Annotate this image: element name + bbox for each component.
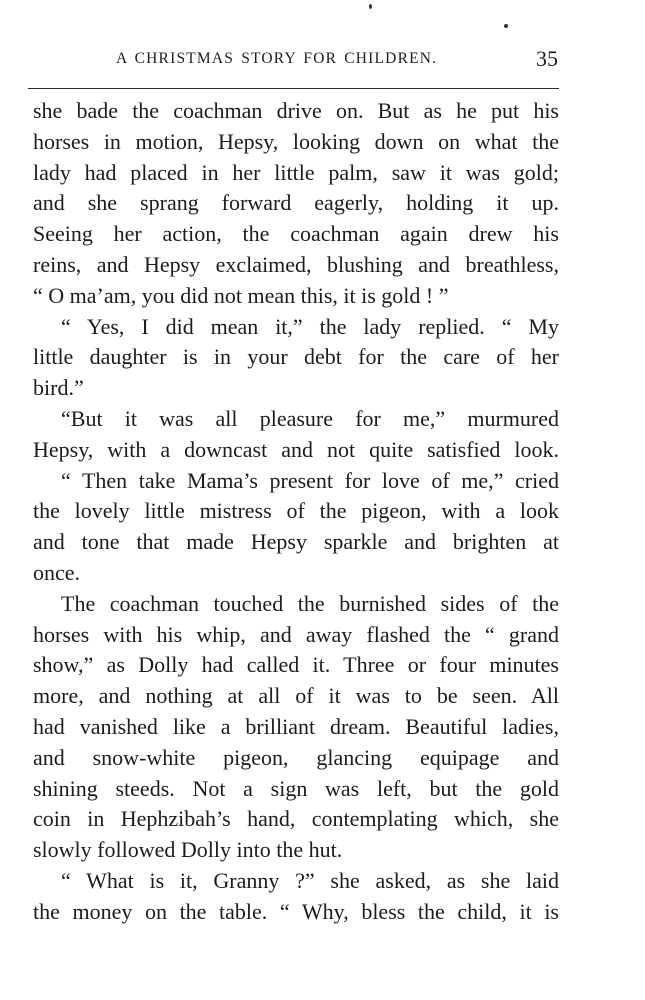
page-number: 35 — [536, 46, 558, 71]
text-line: and snow-white pigeon, glancing equipage and — [33, 744, 559, 770]
text-line: “ Yes, I did mean it,” the lady replied. “ My — [61, 313, 559, 339]
text-line: “ O ma’am, you did not mean this, it is gold ! ” — [33, 282, 449, 308]
text-line: little daughter is in your debt for the care of her — [33, 344, 559, 370]
text-line: had vanished like a brilliant dream. Beautiful ladies, — [33, 713, 559, 739]
text-line: “ Then take Mama’s present for love of me,” cried — [61, 467, 559, 493]
text-line: horses with his whip, and away flashed the “ grand — [33, 621, 559, 647]
text-line: Seeing her action, the coachman again drew his — [33, 221, 559, 247]
ink-speck — [369, 4, 372, 9]
ink-speck — [504, 24, 508, 28]
text-line: “But it was all pleasure for me,” murmured — [61, 405, 559, 431]
text-line: bird.” — [33, 375, 84, 401]
text-line: once. — [33, 559, 81, 585]
text-line: and she sprang forward eagerly, holding it up. — [33, 190, 559, 216]
text-line: and tone that made Hepsy sparkle and brighten at — [33, 529, 559, 555]
page-header — [40, 46, 558, 80]
text-line: more, and nothing at all of it was to be seen. All — [33, 683, 559, 709]
text-line: she bade the coachman drive on. But as he put his — [33, 98, 559, 123]
header-rule — [28, 88, 559, 89]
text-line: slowly followed Dolly into the hut. — [33, 837, 343, 863]
text-line: horses in motion, Hepsy, looking down on what the — [33, 128, 559, 154]
text-line: reins, and Hepsy exclaimed, blushing and breathless, — [33, 251, 559, 277]
text-line: show,” as Dolly had called it. Three or four minutes — [33, 652, 559, 678]
text-line: shining steeds. Not a sign was left, but the gold — [33, 775, 559, 801]
text-line: coin in Hephzibah’s hand, contemplating which, she — [33, 806, 559, 832]
text-line: lady had placed in her little palm, saw it was gold; — [33, 159, 559, 185]
body-text — [33, 96, 559, 928]
text-line: Hepsy, with a downcast and not quite satisfied look. — [33, 436, 559, 462]
text-line: the lovely little mistress of the pigeon, with a look — [33, 498, 559, 524]
running-title: A CHRISTMAS STORY FOR CHILDREN. — [116, 50, 438, 67]
text-line: “ What is it, Granny ?” she asked, as she laid — [61, 867, 559, 893]
text-line: the money on the table. “ Why, bless the child, it is — [33, 898, 559, 924]
text-line: The coachman touched the burnished sides of the — [61, 590, 559, 616]
